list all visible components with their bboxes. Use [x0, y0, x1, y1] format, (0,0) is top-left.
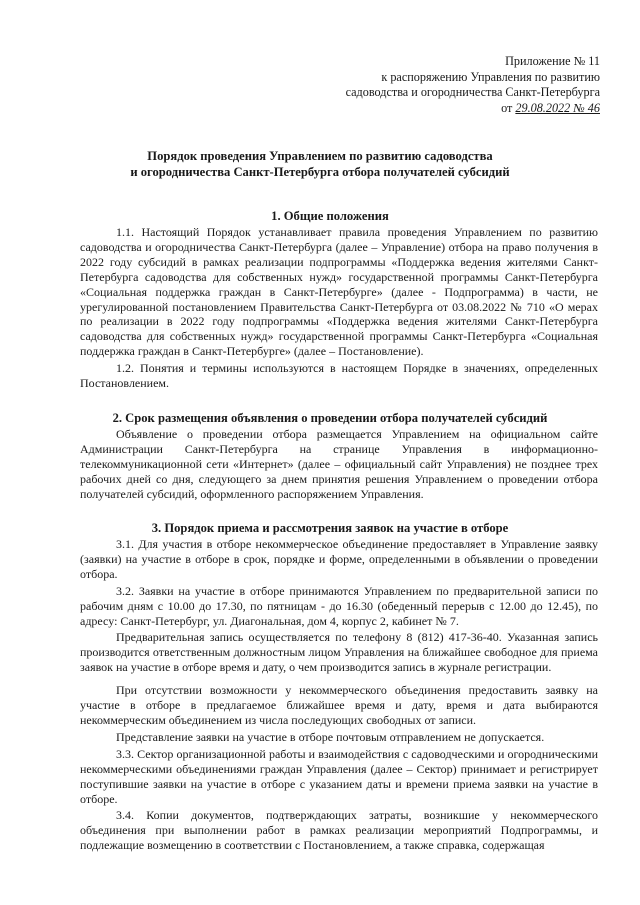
section-3-body: [80, 537, 598, 855]
document-title: [70, 148, 570, 180]
section-1-body: [80, 225, 598, 393]
paragraph-1-1: 1.1. Настоящий Порядок устанавливает правила проведения Управлением по развитию садоводства и огородничества Санкт-Петербурга (далее – Управление) отбора на право получения в 2022 году субсидий в рамках реализации подпрограммы «Поддержка ведения жителями Санкт-Петербурга садоводства для собственных нужд» государственной программы Санкт-Петербурга «Социальная поддержка граждан в Санкт-Петербурге» (далее - Подпрограмма) в части, не урегулированной постановлением Правительства Санкт-Петербурга от 03.08.2022 № 710 «О мерах по реализации в 2022 году подпрограммы «Поддержка ведения жителями Санкт-Петербурга садоводства для собственных нужд» государственной программы Санкт-Петербурга «Социальная поддержка граждан в Санкт-Петербурге» (далее – Постановление).: [80, 225, 598, 359]
document-title-line-1: Порядок проведения Управлением по развитию садоводства: [147, 149, 493, 163]
paragraph-3-2-booking: Предварительная запись осуществляется по телефону 8 (812) 417-36-40. Указанная запись производится ответственным должностным лицом Управления на ближайшее свободное для приема заявок на участие в отборе время и дату, о чем производится запись в журнале регистрации.: [80, 630, 598, 675]
document-title-line-2: и огородничества Санкт-Петербурга отбора получателей субсидий: [130, 165, 510, 179]
appendix-date-prefix: от: [501, 100, 513, 115]
section-1-heading: 1. Общие положения: [271, 209, 389, 223]
appendix-organization-line: садоводства и огородничества Санкт-Петербурга: [345, 85, 600, 99]
section-3-heading: 3. Порядок приема и рассмотрения заявок на участие в отборе: [151, 521, 509, 535]
appendix-header: [280, 54, 600, 116]
appendix-order-line: к распоряжению Управления по развитию: [381, 69, 600, 84]
paragraph-3-3: 3.3. Сектор организационной работы и взаимодействия с садоводческими и огородническими некоммерческими объединениями граждан Управления (далее – Сектор) принимает и регистрирует поступившие заявки на участие в отборе с указанием даты и времени приема заявки на участие в отборе.: [80, 746, 598, 806]
section-2-heading: 2. Срок размещения объявления о проведении отбора получателей субсидий: [112, 411, 548, 425]
appendix-number: Приложение № 11: [505, 54, 600, 68]
section-2-body: [80, 427, 598, 504]
paragraph-3-2-alternative: При отсутствии возможности у некоммерческого объединения предоставить заявку на участие в отборе в предлагаемое ближайшее время и дату, время и дата выбираются некоммерческим объединением из числа последующих свободных от записи.: [80, 683, 598, 727]
paragraph-3-1: 3.1. Для участия в отборе некоммерческое объединение предоставляет в Управление заявку (заявки) на участие в отборе в срок, порядке и форме, определенными в объявлении о проведении отбора.: [80, 537, 598, 581]
paragraph-1-2: 1.2. Понятия и термины используются в настоящем Порядке в значениях, определенных Постановлением.: [80, 361, 598, 391]
paragraph-3-4: 3.4. Копии документов, подтверждающих затраты, возникшие у некоммерческого объединения при выполнении работ в рамках реализации мероприятий Подпрограммы, и подлежащие возмещению в соответствии с Постановлением, а также справка, содержащая: [80, 808, 598, 853]
paragraph-2-1: Объявление о проведении отбора размещается Управлением на официальном сайте Администрации Санкт-Петербурга на странице Управления в информационно-телекоммуникационной сети «Интернет» (далее – официальный сайт Управления) не позднее трех рабочих дней со дня, следующего за днем принятия решения Управлением о проведении отбора получателей субсидий, оформленного распоряжением Управления.: [80, 427, 598, 501]
paragraph-3-2-no-mail: Представление заявки на участие в отборе почтовым отправлением не допускается.: [116, 729, 545, 744]
appendix-date-line: [280, 101, 600, 117]
appendix-date-handwritten: 29.08.2022 № 46: [515, 100, 600, 115]
paragraph-3-2: 3.2. Заявки на участие в отборе принимаются Управлением по предварительной записи по рабочим дням с 10.00 до 17.30, по пятницам - до 16.30 (обеденный перерыв с 12.00 до 12.45), по адресу: Санкт-Петербург, ул. Диагональная, дом 4, корпус 2, кабинет № 7.: [80, 583, 598, 628]
